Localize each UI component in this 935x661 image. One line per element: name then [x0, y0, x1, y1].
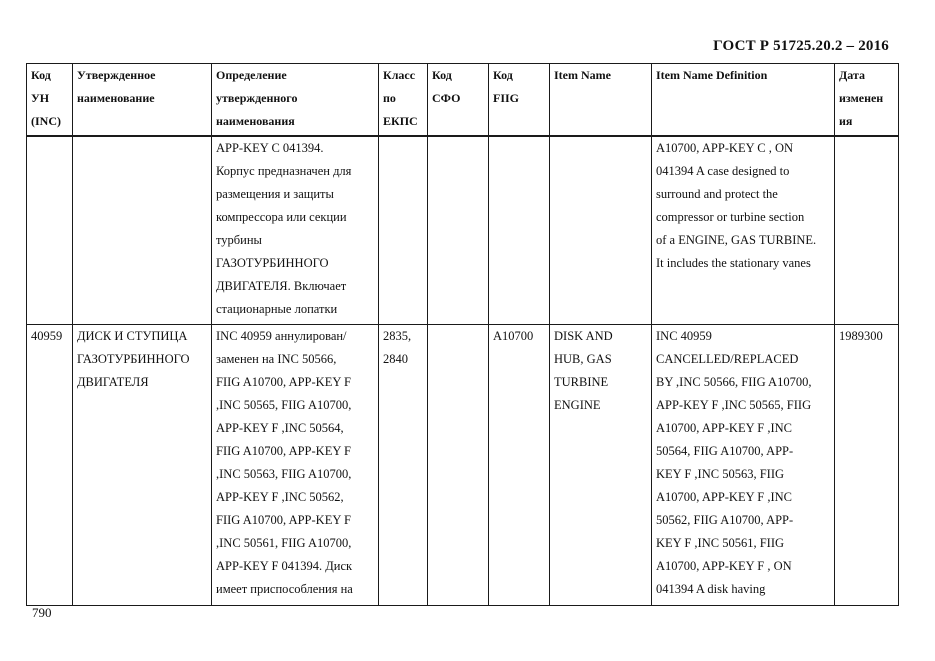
header-label-line: Код: [31, 68, 51, 82]
cell-text-line: ,INC 50565, FIIG A10700,: [216, 397, 352, 412]
cell-text-line: A10700, APP-KEY F ,INC: [656, 489, 793, 504]
cell-item-name: [550, 324, 652, 605]
cell-text-line: INC 40959: [656, 328, 712, 343]
header-label-line: Item Name: [554, 68, 611, 82]
cell-text-line: APP-KEY F 041394. Диск: [216, 558, 353, 573]
cell-text-line: A10700, APP-KEY F ,INC: [656, 420, 793, 435]
cell-text-line: стационарные лопатки: [216, 302, 338, 316]
header-fiig-code: [489, 64, 550, 137]
cell-text-line: DISK AND: [554, 328, 613, 343]
cell-text-line: A10700: [493, 328, 534, 343]
cell-text-line: A10700, APP-KEY F , ON: [656, 558, 792, 573]
cell-text-line: 1989300: [839, 328, 883, 343]
header-label-line: наименование: [77, 91, 155, 105]
header-item-name-definition: [652, 64, 835, 137]
cell-text-line: ГАЗОТУРБИННОГО: [216, 256, 329, 270]
header-change-date: [835, 64, 899, 137]
cell-sfo-code: [428, 136, 489, 324]
cell-text-line: HUB, GAS: [554, 351, 612, 366]
page-number: 790: [32, 605, 52, 620]
table-row: [27, 324, 899, 605]
cell-ekps-class: [379, 136, 428, 324]
cell-text-line: compressor or turbine section: [656, 210, 805, 224]
cell-text-line: It includes the stationary vanes: [656, 256, 811, 270]
cell-item-name-definition: [652, 324, 835, 605]
header-label-line: ЕКПС: [383, 114, 418, 128]
header-label-line: Класс: [383, 68, 416, 82]
header-label-line: Утвержденное: [77, 68, 156, 82]
cell-definition: [212, 324, 379, 605]
document-standard-header: ГОСТ Р 51725.20.2 – 2016: [713, 38, 889, 54]
cell-text-line: имеет приспособления на: [216, 581, 353, 596]
cell-text-line: FIIG A10700, APP-KEY F: [216, 512, 351, 527]
header-label-line: Дата: [839, 68, 865, 82]
cell-text-line: размещения и защиты: [216, 187, 334, 201]
cell-text-line: заменен на INC 50566,: [216, 351, 337, 366]
header-label-line: FIIG: [493, 91, 520, 105]
header-label-line: СФО: [432, 91, 461, 105]
cell-text-line: INC 40959 аннулирован/: [216, 328, 347, 343]
header-label-line: Item Name Definition: [656, 68, 768, 82]
cell-text-line: ДИСК И СТУПИЦА: [77, 328, 188, 343]
header-label-line: Определение: [216, 68, 287, 82]
cell-item-name-definition: [652, 136, 835, 324]
table-header-row: [27, 64, 899, 137]
cell-change-date: [835, 324, 899, 605]
cell-change-date: [835, 136, 899, 324]
cell-text-line: surround and protect the: [656, 187, 778, 201]
cell-text-line: 041394 A case designed to: [656, 164, 790, 178]
cell-text-line: of a ENGINE, GAS TURBINE.: [656, 233, 817, 247]
header-label-line: Код: [493, 68, 513, 82]
header-label-line: ия: [839, 114, 853, 128]
header-label-line: утвержденного: [216, 91, 298, 105]
cell-sfo-code: [428, 324, 489, 605]
cell-ekps-class: [379, 324, 428, 605]
cell-text-line: KEY F ,INC 50561, FIIG: [656, 535, 785, 550]
cell-text-line: CANCELLED/REPLACED: [656, 351, 799, 366]
cell-text-line: BY ,INC 50566, FIIG A10700,: [656, 374, 812, 389]
cell-inc: [27, 136, 73, 324]
cell-text-line: KEY F ,INC 50563, FIIG: [656, 466, 785, 481]
cell-text-line: 50562, FIIG A10700, APP-: [656, 512, 794, 527]
cell-text-line: APP-KEY C 041394.: [216, 141, 324, 155]
cell-text-line: APP-KEY F ,INC 50564,: [216, 420, 344, 435]
header-label-line: Код: [432, 68, 452, 82]
cell-text-line: ДВИГАТЕЛЯ. Включает: [216, 279, 347, 293]
cell-text-line: ,INC 50561, FIIG A10700,: [216, 535, 352, 550]
header-sfo-code: [428, 64, 489, 137]
cell-text-line: ДВИГАТЕЛЯ: [77, 374, 149, 389]
cell-text-line: 40959: [31, 328, 63, 343]
header-label-line: УН: [31, 91, 50, 105]
cell-text-line: Корпус предназначен для: [216, 164, 352, 178]
header-label-line: наименования: [216, 114, 295, 128]
cell-text-line: ,INC 50563, FIIG A10700,: [216, 466, 352, 481]
cell-text-line: ENGINE: [554, 397, 601, 412]
cell-text-line: APP-KEY F ,INC 50565, FIIG: [656, 397, 812, 412]
header-ekps-class: [379, 64, 428, 137]
header-item-name: [550, 64, 652, 137]
header-definition: [212, 64, 379, 137]
cell-approved-name: [73, 136, 212, 324]
cell-text-line: 2840: [383, 351, 408, 366]
cell-fiig-code: [489, 324, 550, 605]
cell-approved-name: [73, 324, 212, 605]
cell-text-line: 2835,: [383, 328, 412, 343]
cell-text-line: 50564, FIIG A10700, APP-: [656, 443, 794, 458]
header-approved-name: [73, 64, 212, 137]
cell-definition: [212, 136, 379, 324]
header-label-line: (INC): [31, 114, 61, 128]
cell-text-line: FIIG A10700, APP-KEY F: [216, 443, 351, 458]
cell-text-line: APP-KEY F ,INC 50562,: [216, 489, 344, 504]
cell-fiig-code: [489, 136, 550, 324]
header-inc: [27, 64, 73, 137]
cell-text-line: ГАЗОТУРБИННОГО: [77, 351, 190, 366]
cell-text-line: турбины: [216, 233, 262, 247]
cell-text-line: TURBINE: [554, 374, 609, 389]
catalog-table: [26, 63, 899, 606]
cell-item-name: [550, 136, 652, 324]
header-label-line: изменен: [839, 91, 884, 105]
cell-text-line: компрессора или секции: [216, 210, 347, 224]
cell-text-line: FIIG A10700, APP-KEY F: [216, 374, 351, 389]
cell-text-line: A10700, APP-KEY C , ON: [656, 141, 794, 155]
header-label-line: по: [383, 91, 396, 105]
table-row: [27, 136, 899, 324]
cell-inc: [27, 324, 73, 605]
cell-text-line: 041394 A disk having: [656, 581, 766, 596]
